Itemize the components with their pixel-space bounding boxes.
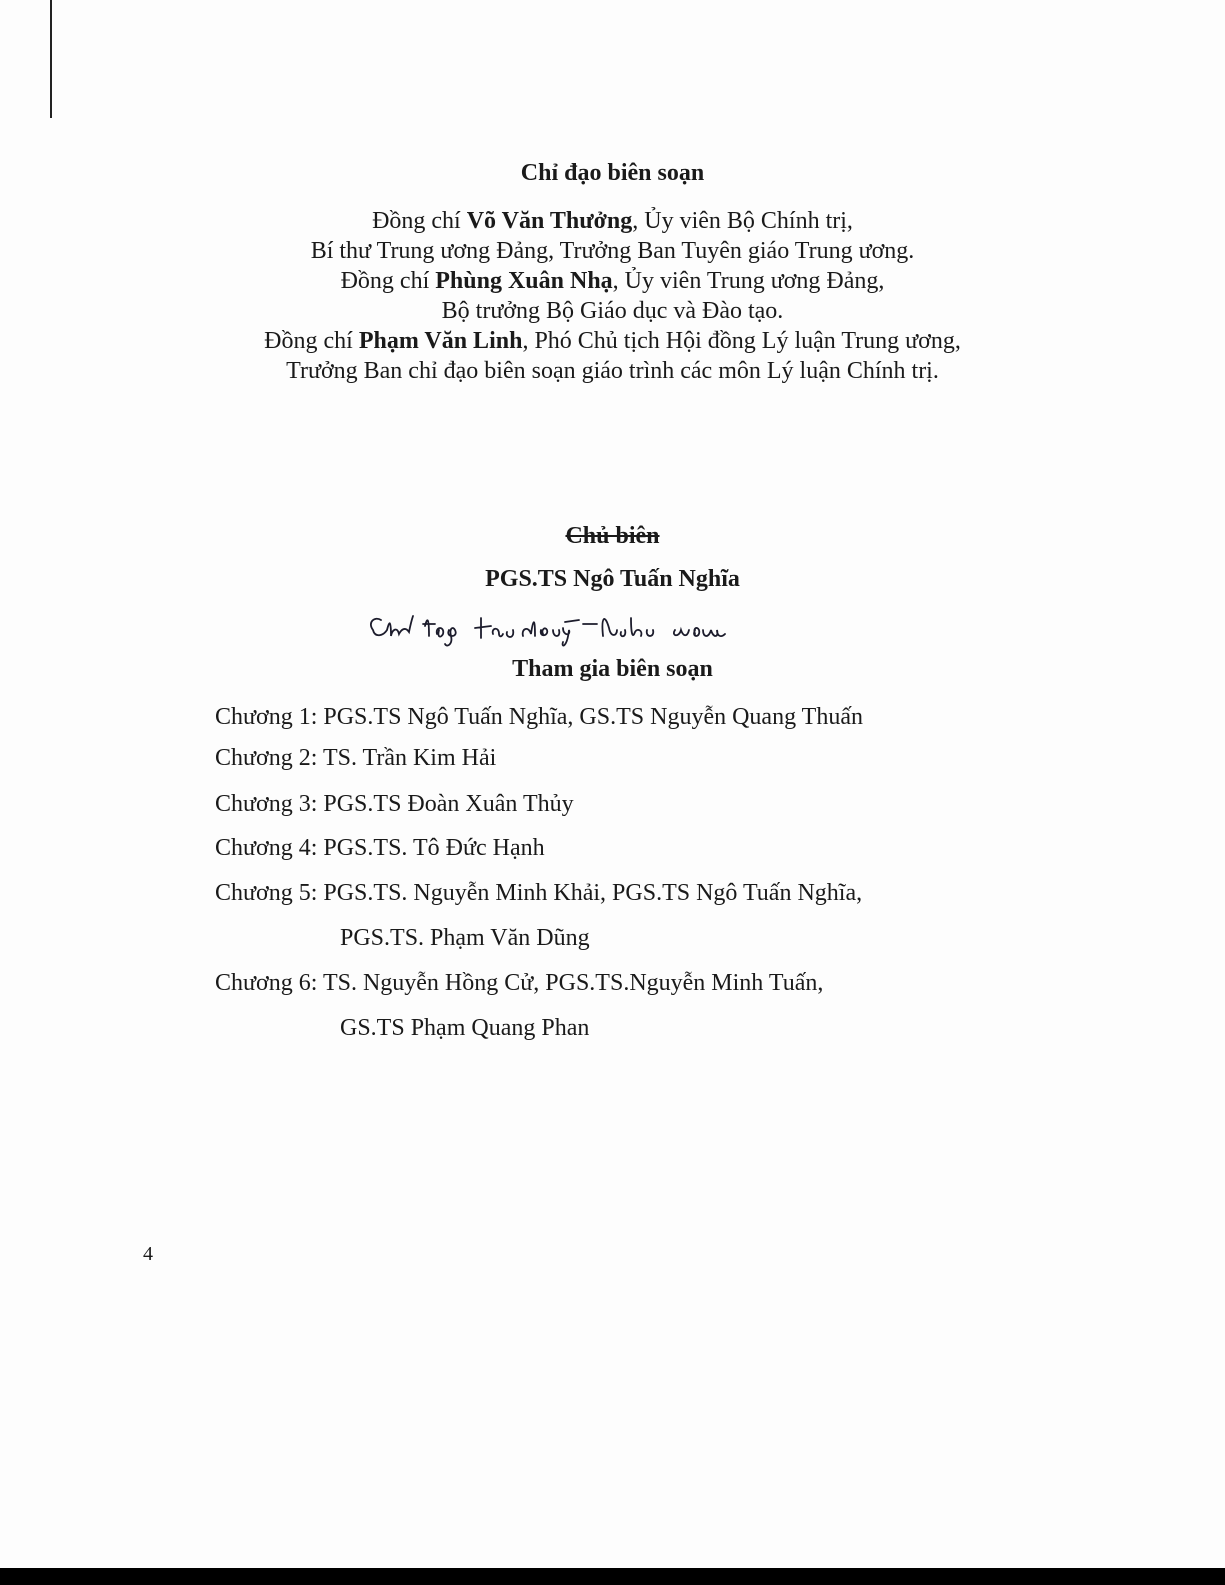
handwritten-note-image [365, 608, 785, 650]
direction-line-6: Trưởng Ban chỉ đạo biên soạn giáo trình các môn Lý luận Chính trị. [286, 358, 939, 384]
direction-line-5: Đồng chí Phạm Văn Linh, Phó Chủ tịch Hội đồng Lý luận Trung ương, [264, 328, 961, 354]
editor-name: PGS.TS Ngô Tuấn Nghĩa [485, 566, 740, 592]
chapter-5-credit: Chương 5: PGS.TS. Nguyễn Minh Khải, PGS.TS Ngô Tuấn Nghĩa, [215, 880, 863, 906]
scan-edge-rule [50, 0, 52, 118]
direction-line-4: Bộ trưởng Bộ Giáo dục và Đào tạo. [441, 298, 784, 324]
page-number: 4 [143, 1243, 153, 1265]
editor-heading: Chủ biên [565, 523, 660, 549]
chapter-1-credit: Chương 1: PGS.TS Ngô Tuấn Nghĩa, GS.TS Nguyễn Quang Thuấn [215, 704, 863, 730]
direction-line-3: Đồng chí Phùng Xuân Nhạ, Ủy viên Trung ương Đảng, [340, 268, 885, 294]
direction-heading: Chỉ đạo biên soạn [520, 160, 705, 186]
chapter-5-credit-continued: PGS.TS. Phạm Văn Dũng [340, 925, 590, 951]
contributors-heading: Tham gia biên soạn [512, 656, 713, 682]
direction-line-1: Đồng chí Võ Văn Thưởng, Ủy viên Bộ Chính trị, [372, 208, 853, 234]
scan-bottom-edge [0, 1568, 1225, 1585]
chapter-6-credit-continued: GS.TS Phạm Quang Phan [340, 1015, 590, 1041]
chapter-3-credit: Chương 3: PGS.TS Đoàn Xuân Thủy [215, 791, 574, 817]
chapter-6-credit: Chương 6: TS. Nguyễn Hồng Cử, PGS.TS.Nguyễn Minh Tuấn, [215, 970, 824, 996]
direction-line-2: Bí thư Trung ương Đảng, Trưởng Ban Tuyên giáo Trung ương. [310, 238, 915, 264]
chapter-4-credit: Chương 4: PGS.TS. Tô Đức Hạnh [215, 835, 545, 861]
chapter-2-credit: Chương 2: TS. Trần Kim Hải [215, 745, 497, 771]
